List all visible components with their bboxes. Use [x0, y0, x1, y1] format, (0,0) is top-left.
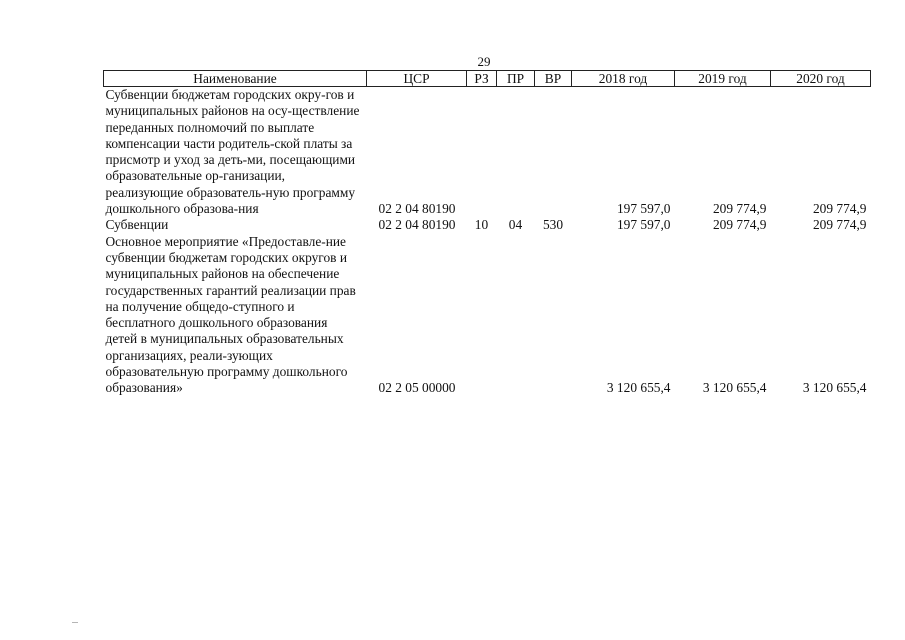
row-name: Основное мероприятие «Предоставле-ние субвенции бюджетам городских округов и муниципальных районов на обеспечение государственных гарантий реализации прав на получение общедо-ступного и бесплатного дошкольного образования детей в муниципальных образовательных организациях, реали-зующих образовательную программу дошкольного образования»	[105, 233, 356, 396]
header-2020: 2020 год	[771, 71, 871, 87]
budget-table	[103, 70, 871, 397]
row-name: Субвенции	[105, 217, 169, 233]
row-csr: 02 2 04 80190	[378, 217, 456, 233]
table-row	[104, 87, 871, 218]
row-rz: 10	[474, 217, 489, 233]
row-vr	[535, 234, 572, 397]
row-2018: 197 597,0	[616, 201, 671, 217]
page-number: 29	[477, 54, 491, 69]
row-rz	[467, 234, 497, 397]
table-row	[104, 234, 871, 397]
row-2020: 3 120 655,4	[802, 380, 867, 396]
row-2019: 209 774,9	[712, 217, 767, 233]
row-2020: 209 774,9	[812, 201, 867, 217]
row-2018: 3 120 655,4	[606, 380, 671, 396]
row-2019: 3 120 655,4	[702, 380, 767, 396]
row-2018: 197 597,0	[616, 217, 671, 233]
header-vr: ВР	[535, 71, 572, 87]
row-csr: 02 2 04 80190	[378, 201, 456, 217]
row-vr	[535, 87, 572, 218]
table-header-row	[104, 71, 871, 87]
table-row	[104, 217, 871, 233]
header-csr: ЦСР	[367, 71, 467, 87]
row-name: Субвенции бюджетам городских окру-гов и муниципальных районов на осу-ществление переданных полномочий по выплате компенсации части родитель-ской платы за присмотр и уход за деть-ми, посещающими образовательные ор-ганизации, реализующие образователь-ную программу дошкольного образова-ния	[105, 87, 360, 217]
row-2019: 209 774,9	[712, 201, 767, 217]
row-vr: 530	[542, 217, 564, 233]
header-2018: 2018 год	[572, 71, 675, 87]
row-2020: 209 774,9	[812, 217, 867, 233]
header-name: Наименование	[104, 71, 367, 87]
row-pr: 04	[508, 217, 523, 233]
row-csr: 02 2 05 00000	[378, 380, 456, 396]
row-pr	[497, 234, 535, 397]
row-rz	[467, 87, 497, 218]
header-2019: 2019 год	[675, 71, 771, 87]
scan-mark	[72, 622, 78, 623]
row-pr	[497, 87, 535, 218]
header-rz: РЗ	[467, 71, 497, 87]
header-pr: ПР	[497, 71, 535, 87]
